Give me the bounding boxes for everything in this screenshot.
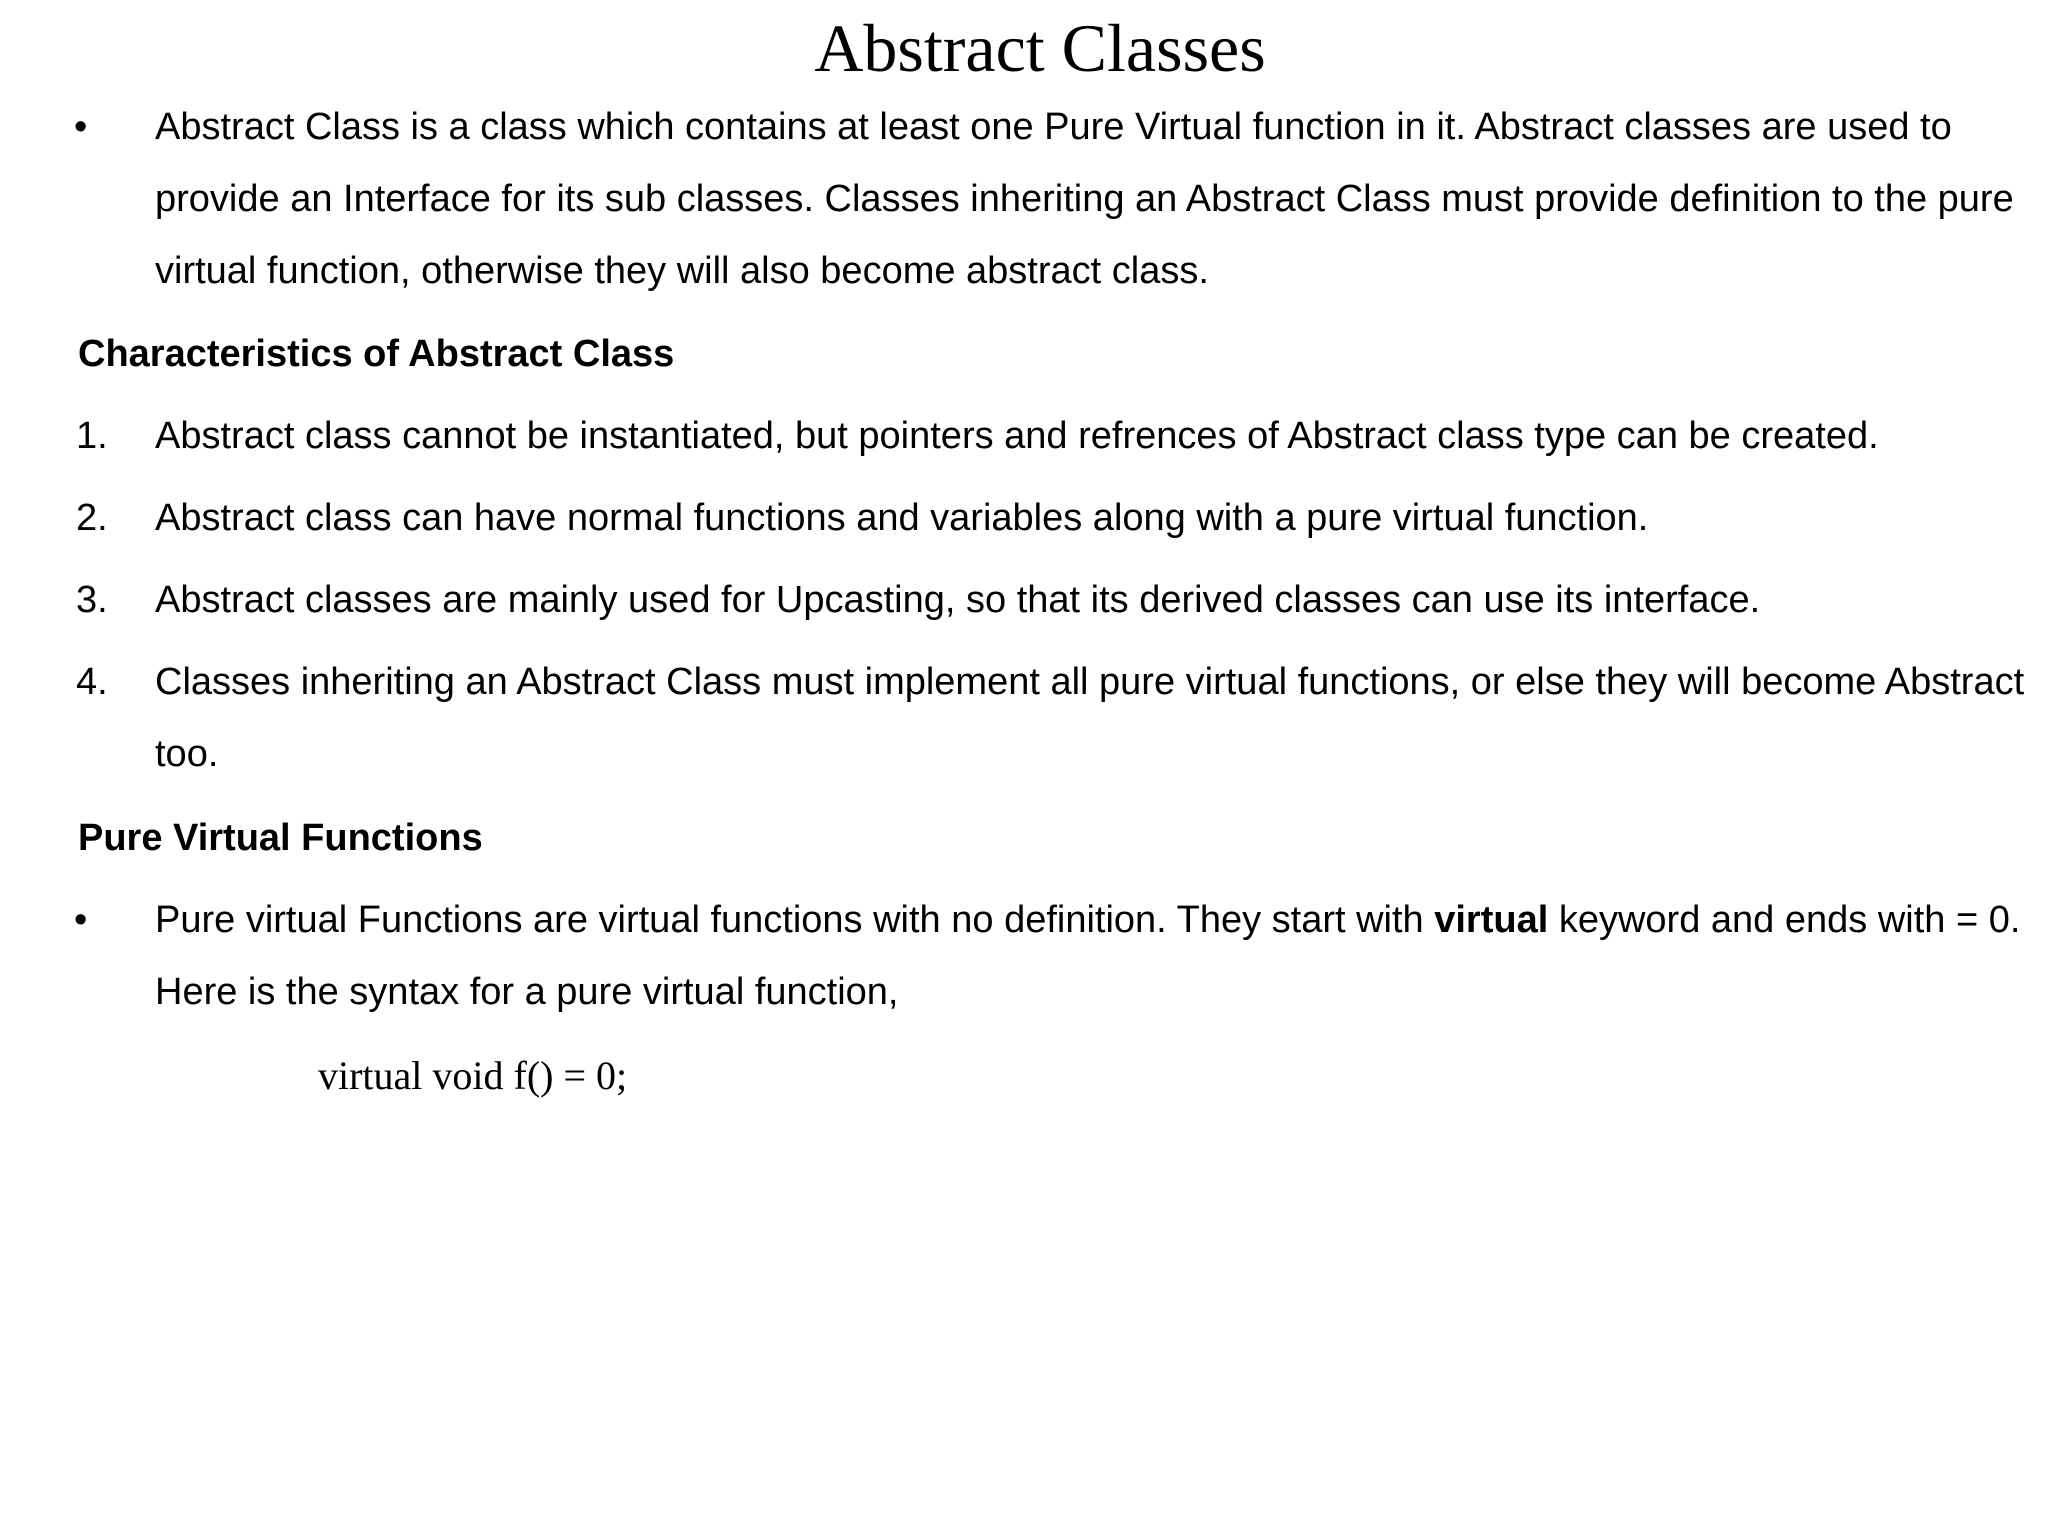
bullet-marker: • [74, 899, 88, 941]
characteristics-heading: Characteristics of Abstract Class [78, 333, 675, 375]
characteristic-text: Abstract class cannot be instantiated, but pointers and refrences of Abstract class type can be created. [155, 415, 1879, 457]
pure-virtual-text-before: Pure virtual Functions are virtual functions with no definition. They start with [155, 899, 1435, 941]
characteristic-text: Abstract classes are mainly used for Upcasting, so that its derived classes can use its interface. [155, 579, 1761, 621]
list-number: 2. [76, 497, 108, 539]
virtual-keyword: virtual [1434, 899, 1549, 941]
pure-virtual-heading: Pure Virtual Functions [78, 817, 483, 859]
characteristic-text: Classes inheriting an Abstract Class must implement all pure virtual functions, or else they will become Abstract too. [155, 661, 2025, 775]
intro-text: Abstract Class is a class which contains at least one Pure Virtual function in it. Abstract classes are used to provide an Interface for its sub classes. Classes inheriting an Abstract Class must provide definition to the pure virtual function, otherwise they will also become abstract class. [155, 106, 2014, 292]
list-number: 1. [76, 415, 108, 457]
pure-virtual-text-after: keyword and ends with = 0. Here is the syntax for a pure virtual function, [155, 899, 2021, 1013]
list-number: 3. [76, 579, 108, 621]
pure-virtual-text [155, 884, 2035, 1028]
list-number: 4. [76, 661, 108, 703]
characteristic-text: Abstract class can have normal functions and variables along with a pure virtual function. [155, 497, 1649, 539]
slide-title: Abstract Classes [814, 10, 1266, 86]
bullet-marker: • [74, 106, 88, 148]
syntax-code: virtual void f() = 0; [318, 1053, 628, 1098]
